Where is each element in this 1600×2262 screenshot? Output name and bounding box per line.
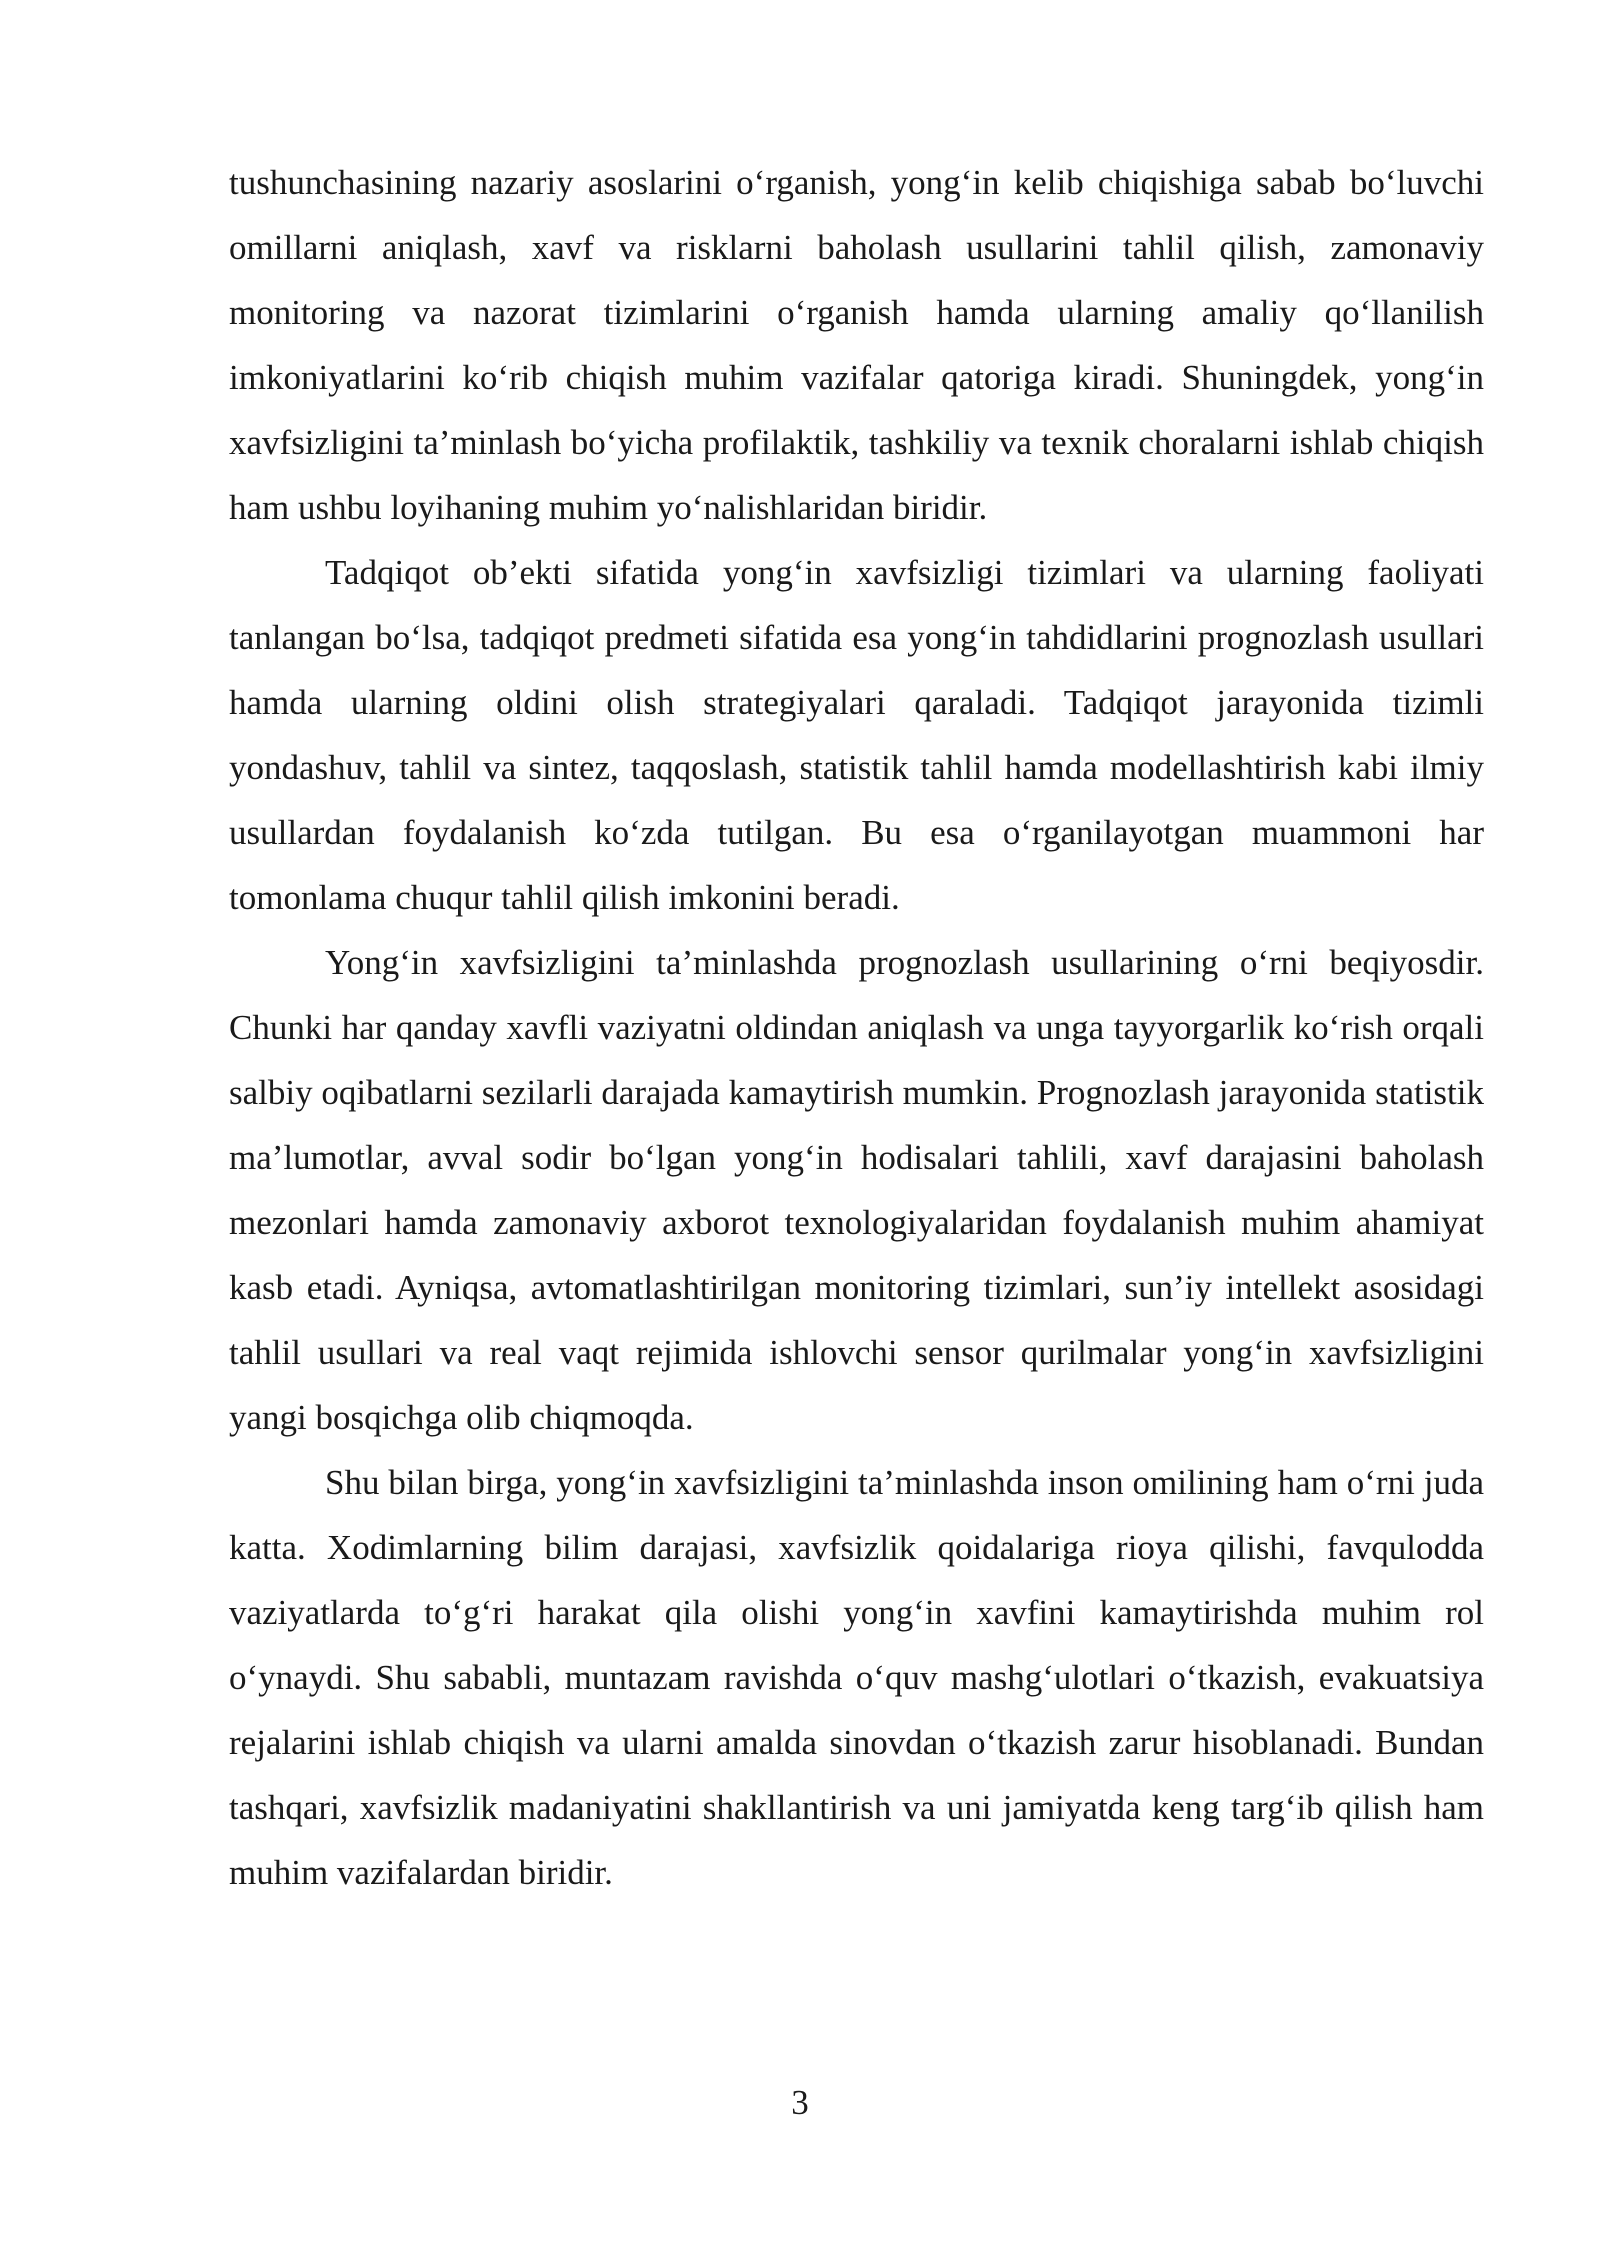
paragraph: Shu bilan birga, yong‘in xavfsizligini ta’minlashda inson omilining ham o‘rni juda katta. Xodimlarning bilim darajasi, xavfsizlik qoidalariga rioya qilishi, favqulodda vaziyatlarda to‘g‘ri harakat qila olishi yong‘in xavfini kamaytirishda muhim rol o‘ynaydi. Shu sababli, muntazam ravishda o‘quv mashg‘ulotlari o‘tkazish, evakuatsiya rejalarini ishlab chiqish va ularni amalda sinovdan o‘tkazish zarur hisoblanadi. Bundan tashqari, xavfsizlik madaniyatini shakllantirish va uni jamiyatda keng targ‘ib qilish ham muhim vazifalardan biridir. [229, 1463, 1484, 1892]
page-number: 3 [791, 2083, 809, 2122]
paragraph: Yong‘in xavfsizligini ta’minlashda prognozlash usullarining o‘rni beqiyosdir. Chunki har qanday xavfli vaziyatni oldindan aniqlash va unga tayyorgarlik ko‘rish orqali salbiy oqibatlarni sezilarli darajada kamaytirish mumkin. Prognozlash jarayonida statistik ma’lumotlar, avval sodir bo‘lgan yong‘in hodisalari tahlili, xavf darajasini baholash mezonlari hamda zamonaviy axborot texnologiyalaridan foydalanish muhim ahamiyat kasb etadi. Ayniqsa, avtomatlashtirilgan monitoring tizimlari, sun’iy intellekt asosidagi tahlil usullari va real vaqt rejimida ishlovchi sensor qurilmalar yong‘in xavfsizligini yangi bosqichga olib chiqmoqda. [229, 943, 1484, 1437]
paragraph: tushunchasining nazariy asoslarini o‘rganish, yong‘in kelib chiqishiga sabab bo‘luvchi omillarni aniqlash, xavf va risklarni baholash usullarini tahlil qilish, zamonaviy monitoring va nazorat tizimlarini o‘rganish hamda ularning amaliy qo‘llanilish imkoniyatlarini ko‘rib chiqish muhim vazifalar qatoriga kiradi. Shuningdek, yong‘in xavfsizligini ta’minlash bo‘yicha profilaktik, tashkiliy va texnik choralarni ishlab chiqish ham ushbu loyihaning muhim yo‘nalishlaridan biridir. [229, 163, 1484, 527]
page-body [229, 150, 1484, 1905]
paragraph: Tadqiqot ob’ekti sifatida yong‘in xavfsizligi tizimlari va ularning faoliyati tanlangan bo‘lsa, tadqiqot predmeti sifatida esa yong‘in tahdidlarini prognozlash usullari hamda ularning oldini olish strategiyalari qaraladi. Tadqiqot jarayonida tizimli yondashuv, tahlil va sintez, taqqoslash, statistik tahlil hamda modellashtirish kabi ilmiy usullardan foydalanish ko‘zda tutilgan. Bu esa o‘rganilayotgan muammoni har tomonlama chuqur tahlil qilish imkonini beradi. [229, 553, 1484, 917]
